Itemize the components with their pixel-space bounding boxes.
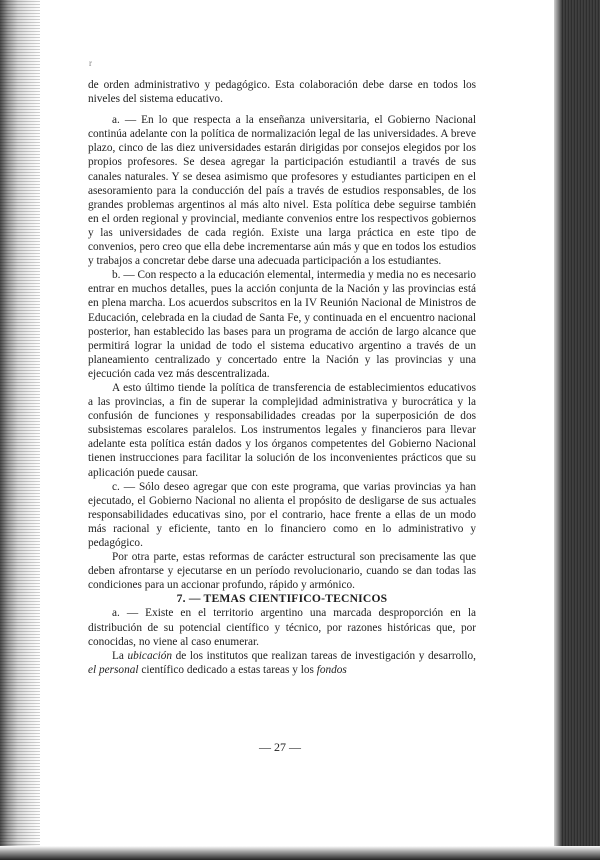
paragraph-c-program: c. — Sólo deseo agregar que con este programa, que varias provincias ya han ejecutado, el Gobierno Nacional no alienta el propósito de desligarse de sus actuales responsabilidades educativas sino, por el contrario, hace frente a ellas de un modo más racional y eficiente, tanto en lo financiero como en lo administrativo y pedagógico. (88, 480, 476, 549)
paragraph-b-elementary: b. — Con respecto a la educación elemental, intermedia y media no es necesario entrar en muchos detalles, pues la acción conjunta de la Nación y las provincias está en plena marcha. Los acuerdos subscritos en la IV Reunión Nacional de Ministros de Educación, celebrada en la ciudad de Santa Fe, y continuada en el encuentro nacional posterior, han establecido las bases para un programa de acción de largo alcance que permitirá lograr la unidad de todo el sistema educativo argentino a través de un planeamiento centralizado y concertado entre la Nación y las provincias y una ejecución cada vez más descentralizada. (88, 269, 476, 380)
paragraph-a-university: a. — En lo que respecta a la enseñanza universitaria, el Gobierno Nacional continúa adelante con la política de normalización legal de las universidades. A breve plazo, cinco de las diez universidades estarán dirigidas por consejos elegidos por los propios profesores. Se desea agregar la participación estudiantil a través de sus canales naturales. Y se desea asimismo que profesores y estudiantes participen en el asesoramiento para la conducción del país a través de estudios responsables, de los grandes problemas argentinos al más alto nivel. Esta política debe seguirse también en el orden regional y provincial, mediante convenios entre los respectivos gobiernos y las universidades de cada región. Existe una larga práctica en este tipo de convenios, pero creo que ella debe incrementarse aún más y que en todos los estudios y trabajos a concretar debe darse una adecuada participación a los estudiantes. (88, 114, 476, 268)
paragraph-scientific-a: a. — Existe en el territorio argentino una marcada desproporción en la distribución de su potencial científico y técnico, por razones históricas que, por conocidas, no viene al caso enumerar. (88, 607, 476, 648)
italic-text-run: fondos (316, 663, 347, 676)
paragraph-structural-reforms: Por otra parte, estas reformas de carácter estructural son precisamente las que deben afrontarse y ejecutarse en un período revolucionario, cuando se dan todas las condiciones para un accionar profundo, rápido y armónico. (88, 551, 476, 592)
paragraph-institutes (88, 649, 476, 677)
italic-text-run: el personal (88, 663, 139, 676)
page-body (88, 78, 476, 677)
italic-text-run: ubicación (127, 649, 173, 662)
scan-right-edge (554, 0, 600, 860)
paragraph-transfer-policy: A esto último tiende la política de transferencia de establecimientos educativos a las provincias, a fin de superar la complejidad administrativa y burocrática y la confusión de funciones y responsabilidades creadas por la superposición de dos subsistemas escolares paralelos. Los instrumentos legales y financieros para llevar adelante esta política están dados y los órganos competentes del Gobierno Nacional tienen instrucciones para facilitar la solución de los inconvenientes prácticos que su aplicación puede causar. (88, 381, 476, 479)
scan-left-edge (0, 0, 40, 860)
page-number: — 27 — (259, 740, 301, 754)
text-run: de los institutos que realizan tareas de investigación y desarrollo, (172, 649, 476, 662)
section-heading: 7. — TEMAS CIENTIFICO-TECNICOS (176, 592, 388, 606)
text-run: científico dedicado a estas tareas y los (138, 663, 317, 676)
scan-bottom-edge (0, 846, 600, 860)
paragraph-continuation: de orden administrativo y pedagógico. Esta colaboración debe darse en todos los niveles del sistema educativo. (88, 79, 476, 106)
text-run: La (112, 649, 128, 662)
margin-mark: r (89, 58, 92, 68)
